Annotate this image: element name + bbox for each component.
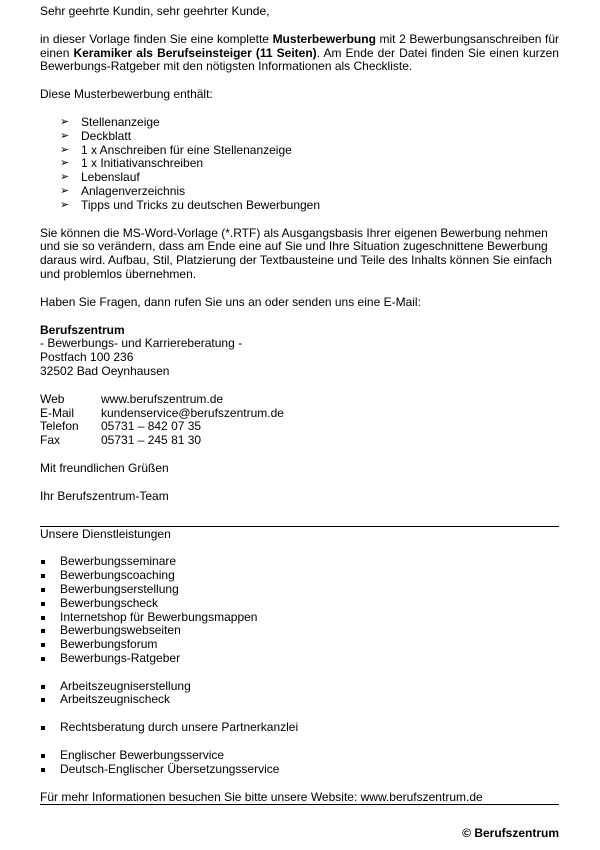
usage-paragraph: Sie können die MS-Word-Vorlage (*.RTF) als Ausgangsbasis Ihrer eigenen Bewerbung nehmen und sie so verändern, dass am Ende eine auf Sie und Ihre Situation zugeschnittene Bewerbung daraus wird. Aufbau, Stil, Platzierung der Textbausteine und Teile des Inhalts können Sie einfach und problemlos übernehmen. <box>40 225 552 281</box>
services-list-1 <box>40 555 559 665</box>
arrow-bullet-icon: ➢ <box>60 157 70 170</box>
list-item: Rechtsberatung durch unsere Partnerkanzlei <box>40 721 559 735</box>
bottom-divider <box>40 804 559 805</box>
document-page <box>40 5 559 805</box>
list-item: ➢ Stellenanzeige <box>60 114 160 129</box>
square-bullet-icon <box>41 588 45 592</box>
list-item: Bewerbungscheck <box>40 597 559 611</box>
arrow-bullet-icon: ➢ <box>60 143 70 156</box>
contents-list <box>40 116 559 213</box>
address-block <box>40 324 559 379</box>
intro-text-1: in dieser Vorlage finden Sie eine komplette <box>40 31 273 46</box>
square-bullet-icon <box>41 698 45 702</box>
list-item: Bewerbungs-Ratgeber <box>40 652 559 666</box>
list-item: Bewerbungscoaching <box>40 569 559 583</box>
contact-row-fax: Fax 05731 – 245 81 30 <box>40 433 202 448</box>
list-item: Arbeitszeugniserstellung <box>40 680 559 694</box>
list-item: Bewerbungsforum <box>40 638 559 652</box>
arrow-bullet-icon: ➢ <box>60 198 70 211</box>
contact-row-phone: Telefon 05731 – 842 07 35 <box>40 419 202 434</box>
intro-text-3: . Am Ende der Datei finden Sie einen kurzen Bewerbungs-Ratgeber mit den nötigsten Informationen als Checkliste. <box>40 45 559 74</box>
square-bullet-icon <box>41 629 45 633</box>
signature: Ihr Berufszentrum-Team <box>40 488 169 503</box>
services-heading: Unsere Dienstleistungen <box>40 526 171 541</box>
city: 32502 Bad Oeynhausen <box>40 363 170 378</box>
square-bullet-icon <box>41 602 45 606</box>
square-bullet-icon <box>41 768 45 772</box>
list-item: Englischer Bewerbungsservice <box>40 749 559 763</box>
services-list-3 <box>40 721 559 735</box>
intro-text-2: mit 2 Bewerbungsanschreiben für einen <box>40 31 559 60</box>
intro-bold-2: Keramiker als Berufseinsteiger (11 Seiten) <box>73 45 317 60</box>
contains-heading: Diese Musterbewerbung enthält: <box>40 87 213 102</box>
list-item: Internetshop für Bewerbungsmappen <box>40 611 559 625</box>
list-item: Deutsch-Englischer Übersetzungsservice <box>40 763 559 777</box>
list-item: Bewerbungswebseiten <box>40 624 559 638</box>
arrow-bullet-icon: ➢ <box>60 171 70 184</box>
closing: Mit freundlichen Grüßen <box>40 460 169 475</box>
list-item: Bewerbungsseminare <box>40 555 559 569</box>
copyright: © Berufszentrum <box>462 826 559 840</box>
square-bullet-icon <box>41 754 45 758</box>
contact-row-email: E-Mail kundenservice@berufszentrum.de <box>40 405 284 420</box>
company-subtitle: - Bewerbungs- und Karriereberatung - <box>40 336 243 351</box>
square-bullet-icon <box>41 726 45 730</box>
square-bullet-icon <box>41 685 45 689</box>
list-item: Arbeitszeugnischeck <box>40 693 559 707</box>
list-item: ➢ Lebenslauf <box>60 170 140 185</box>
square-bullet-icon <box>41 657 45 661</box>
list-item: ➢ 1 x Anschreiben für eine Stellenanzeige <box>60 142 292 157</box>
square-bullet-icon <box>41 574 45 578</box>
services-list-4 <box>40 749 559 777</box>
web-link[interactable]: www.berufszentrum.de <box>101 391 224 406</box>
list-item: ➢ 1 x Initiativanschreiben <box>60 156 204 171</box>
intro-paragraph <box>40 33 559 74</box>
arrow-bullet-icon: ➢ <box>60 184 70 197</box>
email-link[interactable]: kundenservice@berufszentrum.de <box>101 405 284 420</box>
arrow-bullet-icon: ➢ <box>60 115 70 128</box>
square-bullet-icon <box>41 560 45 564</box>
postbox: Postfach 100 236 <box>40 350 134 365</box>
contact-row-web: Web www.berufszentrum.de <box>40 391 224 406</box>
square-bullet-icon <box>41 643 45 647</box>
more-info: Für mehr Informationen besuchen Sie bitte unsere Website: www.berufszentrum.de <box>40 789 483 804</box>
arrow-bullet-icon: ➢ <box>60 129 70 142</box>
company-name: Berufszentrum <box>40 322 125 337</box>
list-item: ➢ Deckblatt <box>60 128 132 143</box>
contact-block <box>40 393 559 448</box>
list-item: ➢ Anlagenverzeichnis <box>60 183 186 198</box>
greeting: Sehr geehrte Kundin, sehr geehrter Kunde, <box>40 4 270 18</box>
services-list-2 <box>40 680 559 708</box>
list-item: ➢ Tipps und Tricks zu deutschen Bewerbungen <box>60 197 321 212</box>
intro-bold-1: Musterbewerbung <box>272 31 376 46</box>
square-bullet-icon <box>41 616 45 620</box>
list-item: Bewerbungserstellung <box>40 583 559 597</box>
questions-paragraph: Haben Sie Fragen, dann rufen Sie uns an oder senden uns eine E-Mail: <box>40 294 421 309</box>
